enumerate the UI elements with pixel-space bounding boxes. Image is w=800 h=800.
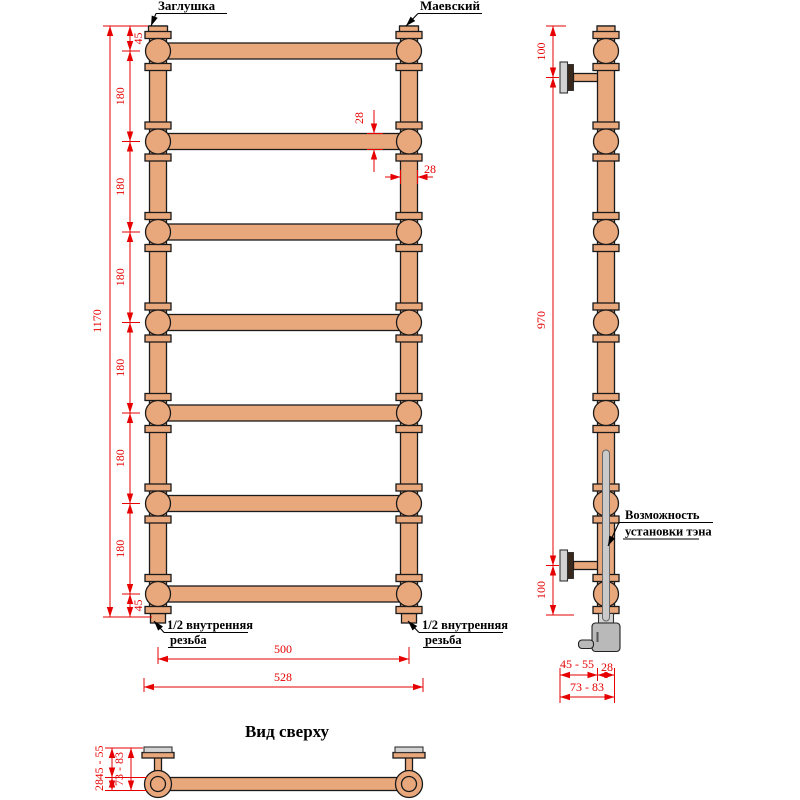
label-heater-option	[608, 508, 713, 546]
svg-text:28: 28	[424, 162, 436, 176]
bracket-crossbar	[142, 753, 174, 759]
top-view-title: Вид сверху	[244, 722, 330, 741]
svg-text:500: 500	[274, 642, 292, 656]
dim-180-5: 180	[113, 449, 127, 468]
dim-180-3: 180	[113, 268, 127, 287]
bracket-wall-plate	[560, 62, 568, 93]
front-rungs	[166, 43, 401, 602]
side-view	[560, 26, 620, 652]
svg-text:1/2 внутренняя: 1/2 внутренняя	[167, 618, 254, 632]
svg-text:1/2 внутренняя: 1/2 внутренняя	[422, 618, 509, 632]
top-bracket-left	[142, 747, 174, 773]
bracket-ring	[568, 65, 574, 91]
bracket-arm	[574, 74, 599, 82]
bracket-arm	[574, 562, 599, 570]
bracket-ring	[568, 553, 574, 579]
svg-text:установки тэна: установки тэна	[625, 524, 712, 539]
thread-stub-left	[151, 614, 166, 624]
bracket-wall-plate	[144, 747, 172, 753]
rung-3	[166, 224, 401, 240]
bracket-crossbar	[393, 753, 425, 759]
dim-total-depth: 73 - 83	[570, 680, 604, 694]
heater-cable-gland	[579, 640, 594, 649]
front-view	[145, 26, 422, 623]
air-valve-leader-arrow	[406, 14, 418, 27]
heater-housing	[592, 623, 620, 652]
svg-text:528: 528	[274, 670, 292, 684]
label-air-valve: Маевский	[420, 0, 480, 13]
dim-wall-clearance: 45 - 55	[92, 745, 106, 780]
dim-bracket-span: 970	[534, 311, 548, 329]
dim-tube-depth: 28	[601, 660, 613, 674]
dim-total-depth: 73 - 83	[112, 752, 126, 786]
label-plug: Заглушка	[158, 0, 216, 13]
dim-total-height: 1170	[90, 309, 104, 333]
dim-bottom-offset: 100	[534, 581, 548, 599]
dim-180-4: 180	[113, 358, 127, 377]
plug-leader-arrow	[151, 14, 156, 27]
side-dimensions	[534, 26, 713, 703]
rung-5	[166, 405, 401, 421]
svg-text:Возможность: Возможность	[625, 508, 700, 522]
bracket-wall-plate	[560, 550, 568, 581]
heating-element-rod	[603, 450, 610, 621]
bracket-wall-plate	[395, 747, 423, 753]
svg-text:резьба: резьба	[425, 633, 462, 647]
dim-top-offset: 100	[534, 42, 548, 61]
dim-chain	[113, 26, 145, 617]
rung-1	[166, 43, 401, 59]
label-thread-left	[154, 618, 253, 648]
dim-bottom-45: 45	[131, 599, 145, 612]
tube-ring-left-bore	[151, 777, 166, 792]
heater-housing-slot	[597, 632, 599, 642]
dim-180-1: 180	[113, 87, 127, 106]
rung-6	[166, 496, 401, 512]
rung-4	[166, 315, 401, 331]
svg-text:28: 28	[352, 112, 366, 124]
dim-tube-depth: 28	[92, 779, 106, 791]
dim-depth-bottom	[560, 657, 615, 703]
top-view	[92, 722, 425, 798]
rung-2	[166, 134, 401, 150]
rung-7	[166, 586, 401, 602]
top-bracket-right	[393, 747, 425, 773]
tube-ring-right-bore	[402, 777, 417, 792]
top-view-dimensions	[92, 746, 147, 792]
dim-top-45: 45	[131, 32, 145, 45]
top-rung-bar	[158, 778, 409, 791]
dim-180-2: 180	[113, 177, 127, 196]
dim-180-6: 180	[113, 539, 127, 558]
dim-wall-clearance: 45 - 55	[560, 657, 594, 671]
svg-text:резьба: резьба	[170, 633, 207, 647]
dim-width-overall	[144, 670, 423, 692]
label-thread-right	[408, 618, 508, 648]
